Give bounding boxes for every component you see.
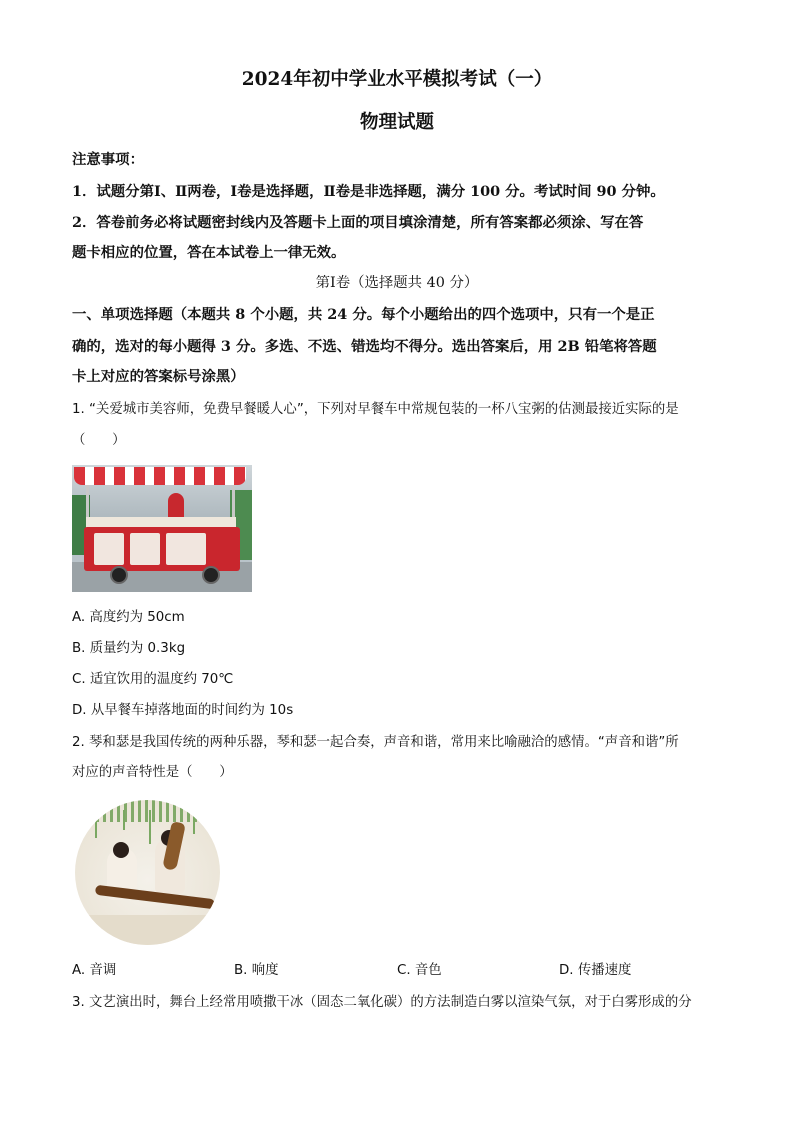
- q2-option-b: B. 响度: [234, 963, 279, 978]
- q2-stem-line-1: 2. 琴和瑟是我国传统的两种乐器，琴和瑟一起合奏，声音和谐，常用来比喻融洽的感情。“声音和谐”所: [72, 735, 679, 750]
- notice-heading: 注意事项：: [72, 151, 144, 168]
- exam-subtitle: 物理试题: [359, 112, 434, 133]
- q2-stem-line-2: 对应的声音特性是（ ）: [72, 765, 233, 780]
- q1-option-d: D. 从早餐车掉落地面的时间约为 10s: [72, 703, 294, 718]
- q2-option-d: D. 传播速度: [559, 963, 632, 978]
- notice-item-2-line-2: 题卡相应的位置，答在本试卷上一律无效。: [72, 244, 346, 261]
- q1-stem-line-1: 1. “关爱城市美容师，免费早餐暖人心”，下列对早餐车中常规包装的一杯八宝粥的估测最接近实际的是: [72, 402, 679, 417]
- part1-instructions-line-2: 确的，选对的每小题得 3 分。多选、不选、错选均不得分。选出答案后，用 2B 铅笔将答题: [72, 338, 657, 355]
- q2-option-a: A. 音调: [72, 963, 117, 978]
- q1-option-a: A. 高度约为 50cm: [72, 610, 185, 625]
- q1-option-b: B. 质量约为 0.3kg: [72, 641, 186, 656]
- exam-title: 2024年初中学业水平模拟考试（一）: [241, 69, 553, 90]
- notice-item-1: 1．试题分第Ⅰ、Ⅱ两卷，Ⅰ卷是选择题，Ⅱ卷是非选择题，满分 100 分。考试时间 90 分钟。: [72, 183, 665, 200]
- volume-title: 第Ⅰ卷（选择题共 40 分）: [315, 275, 479, 291]
- q1-option-c: C. 适宜饮用的温度约 70℃: [72, 672, 234, 687]
- q1-stem-line-2: （ ）: [72, 433, 126, 448]
- part1-instructions-line-1: 一、单项选择题（本题共 8 个小题，共 24 分。每个小题给出的四个选项中，只有一个是正: [72, 306, 655, 323]
- q2-option-c: C. 音色: [397, 963, 442, 978]
- notice-item-2-line-1: 2．答卷前务必将试题密封线内及答题卡上面的项目填涂清楚，所有答案都必须涂、写在答: [72, 214, 644, 231]
- part1-instructions-line-3: 卡上对应的答案标号涂黑）: [72, 368, 245, 385]
- q3-stem-line-1: 3. 文艺演出时，舞台上经常用喷撒干冰（固态二氧化碳）的方法制造白雾以渲染气氛，对于白雾形成的分: [72, 995, 692, 1010]
- musicians-photo: [75, 800, 220, 945]
- breakfast-cart-photo: [72, 465, 252, 592]
